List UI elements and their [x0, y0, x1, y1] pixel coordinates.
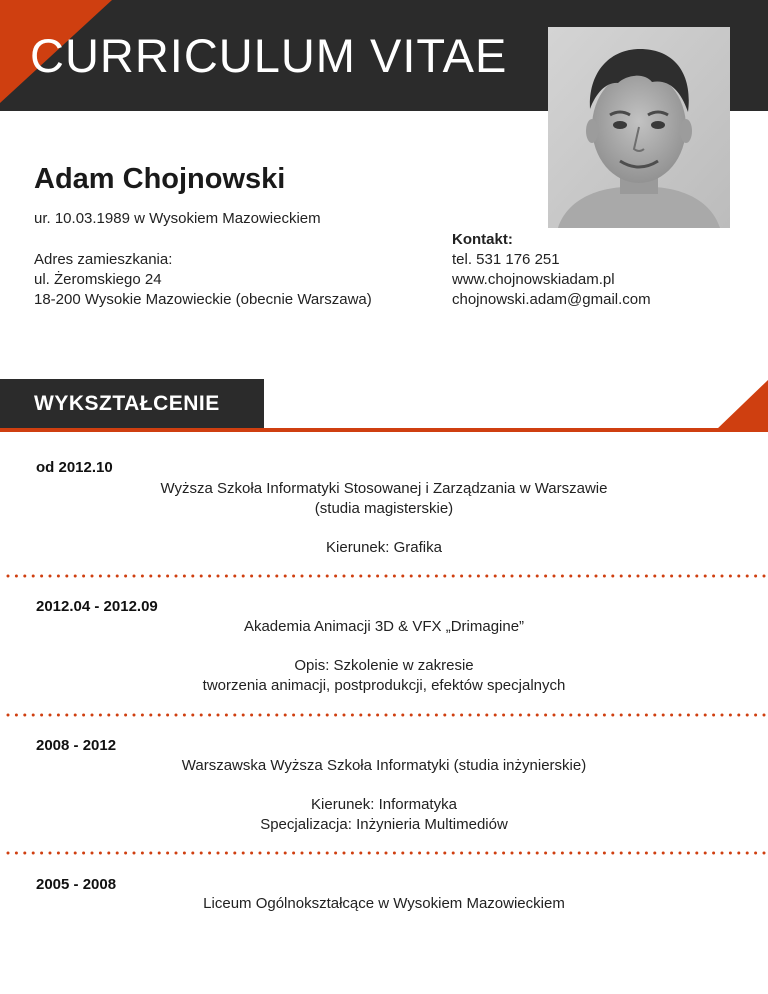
- contact-heading: Kontakt:: [452, 231, 513, 248]
- section-accent-triangle: [716, 380, 768, 430]
- education-school: Liceum Ogólnokształcące w Wysokiem Mazowieckiem: [203, 895, 565, 912]
- education-description: tworzenia animacji, postprodukcji, efektów specjalnych: [202, 677, 566, 694]
- education-description: Opis: Szkolenie w zakresie: [294, 657, 474, 674]
- address-label: Adres zamieszkania:: [34, 251, 173, 268]
- dotted-divider: [6, 574, 768, 578]
- education-date: 2012.04 - 2012.09: [36, 598, 158, 615]
- education-date: 2008 - 2012: [36, 737, 117, 754]
- dotted-divider: [6, 713, 768, 717]
- education-school: Wyższa Szkoła Informatyki Stosowanej i Zarządzania w Warszawie: [160, 480, 608, 497]
- contact-website: www.chojnowskiadam.pl: [452, 271, 615, 288]
- person-name: Adam Chojnowski: [34, 163, 286, 195]
- education-field: Kierunek: Grafika: [326, 539, 442, 556]
- contact-phone: tel. 531 176 251: [452, 251, 560, 268]
- education-school: Akademia Animacji 3D & VFX „Drimagine”: [243, 618, 525, 635]
- address-block: [34, 250, 372, 310]
- portrait-photo: [548, 27, 730, 228]
- section-underline: [0, 428, 768, 432]
- dotted-divider: [6, 851, 768, 855]
- education-date: 2005 - 2008: [36, 876, 117, 893]
- address-city: 18-200 Wysokie Mazowieckie (obecnie Warszawa): [34, 291, 372, 308]
- contact-email: chojnowski.adam@gmail.com: [452, 291, 651, 308]
- education-section-title: WYKSZTAŁCENIE: [34, 392, 220, 415]
- education-field: Kierunek: Informatyka: [311, 796, 457, 813]
- address-street: ul. Żeromskiego 24: [34, 271, 162, 288]
- page-title: CURRICULUM VITAE: [30, 29, 508, 82]
- education-date: od 2012.10: [36, 459, 113, 476]
- education-degree: (studia magisterskie): [314, 500, 454, 517]
- birth-info: ur. 10.03.1989 w Wysokiem Mazowieckiem: [34, 210, 321, 227]
- education-school: Warszawska Wyższa Szkoła Informatyki (studia inżynierskie): [181, 757, 587, 774]
- contact-block: [452, 230, 651, 310]
- education-specialization: Specjalizacja: Inżynieria Multimediów: [260, 816, 508, 833]
